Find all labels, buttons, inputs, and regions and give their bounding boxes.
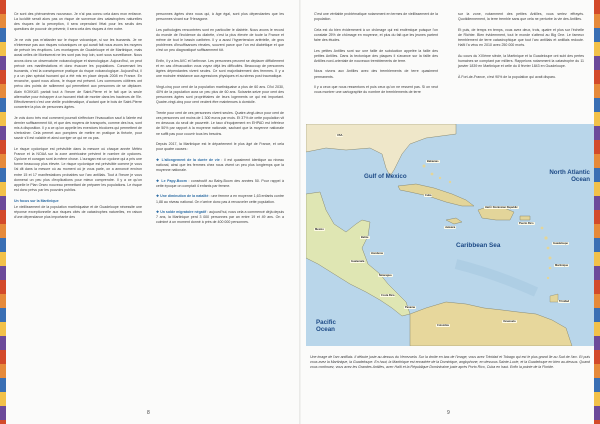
stripe-segment	[0, 196, 6, 210]
bullet-icon: ❖	[156, 178, 162, 183]
left-decorative-stripe	[0, 0, 6, 424]
country-label: Puerto Rico	[519, 222, 534, 225]
stripe-segment	[594, 14, 600, 28]
stripe-segment	[0, 126, 6, 140]
country-label: Jamaica	[445, 226, 456, 229]
country-label: Belize	[361, 236, 369, 239]
stripe-segment	[594, 112, 600, 126]
country-label: Honduras	[371, 252, 384, 255]
stripe-segment	[594, 126, 600, 140]
stripe-segment	[0, 0, 6, 14]
stripe-segment	[594, 168, 600, 182]
stripe-segment	[0, 42, 6, 56]
stripe-segment	[0, 420, 6, 424]
paragraph: Il y a ceux que nous ressentons et puis ceux qu'on ne ressent pas. Si on veut vous montrer une cartographie du nombre de tremblements de terre	[314, 85, 438, 95]
caribbean-map	[306, 124, 594, 346]
paragraph: À Fort-de-France, c'est 90% de la population qui avait disparu.	[458, 74, 557, 79]
stripe-segment	[594, 210, 600, 224]
stripe-segment	[0, 210, 6, 224]
paragraph: Le risque cyclonique est prévisible dans la mesure où chaque année Météo France et la NOAA sur la zone américaine prévient le nombre de cyclones. Cyclone et ouragan sont la même chose. L'ouragan est un cyclone qui a pris une forme beaucoup plus élevée. Le risque cyclonique est prévisible comme je vous l'ai dit dans la mesure où au moment où je vous parle, on a annoncé environ entre 15 et 17 manifestations probables sur l'arc antillais. Tout à l'heure je vous donnerai un peu plus d'explications pour mieux comprendre. Il y a ce qu'on appelle le Plan Orsec nouveau permettant de préparer les populations. Le risque est donc prévu par les pouvoirs publics.	[14, 146, 142, 193]
paragraph: Au cours du XIXème siècle, la Martinique et la Guadeloupe ont subi des pertes humaines se comptant par milliers. Rappelons notamment la catastrophe du 11 janvier 1839 en Martinique et celle du 8 février 1843 en Guadeloupe.	[458, 53, 584, 69]
paragraph: Depuis 2017, la Martinique est le département le plus âgé de France, et cela pour quatre causes :	[156, 142, 284, 152]
stripe-segment	[0, 322, 6, 336]
stripe-segment	[594, 406, 600, 420]
right-page-column-2	[458, 12, 584, 85]
stripe-segment	[594, 154, 600, 168]
stripe-segment	[0, 168, 6, 182]
country-label: Venezuela	[503, 320, 516, 323]
map-caption: Une image de l'arc antillais. Il débute juste au-dessus du Venezuela. Sur la droite en bas de l'image, vous avez Trinidad et Tobago qui est le plus grand île au Sud de l'arc. Et puis vous avez la Martinique, la Guadeloupe. En haut, la Martinique est encadrée de la Dominique, anglophone, en dessous Sainte-Lucie, et la Guadeloupe en bien au-dessus. Quand vous continuez, vous avez les Grandes Antilles, avec Haïti et la République Dominicaine juste après Porto Rico, Cuba en haut. Enfin la pointe de la Floride.	[310, 355, 590, 370]
paragraph: Les petites Antilles sont sur une faille de subduction appelée la faille des petites Antilles. Dans la tectonique des plaques il s'avance sur la faille des Antilles nord-orientale de nouveaux tremblements de terre.	[314, 48, 438, 63]
stripe-segment	[0, 238, 6, 252]
paragraph: Ce sont des phénomènes nouveaux. Je n'ai pas connu cela dans mon enfance. La lucidité serait alors pas un risque de survenue des catastrophes naturelles des risques de la perception, il sera cependant l'état pour les seuils des questions de pouvoir de prévenir, il sera cela des risques à rien notre.	[14, 12, 142, 32]
paragraph: C'est une véritable problématique notamment en termes de vieillissement de la population.	[314, 12, 438, 22]
bullet-item: ❖ Le Papy-Boom : consécutif au Baby-Boom des années 50. Pour rappel à cette époque on comptait 4 enfants par femme.	[156, 178, 284, 188]
stripe-segment	[0, 14, 6, 28]
caribbean-sea-label: Caribbean Sea	[456, 242, 501, 249]
country-label: Guadeloupe	[553, 242, 568, 245]
paragraph: Et puis, de temps en temps, vous avez deux, trois, quatre et plus sur l'échelle de Richter. Bien évidemment, tout le monde s'attend au Big One. Le fameux tremblement de terre catastrophique que tout l'arc antillais et antillais redoute. Haïti l'a vécu en 2010 avec 250 000 morts.	[458, 27, 584, 48]
pacific-label: Pacific Ocean	[316, 319, 336, 333]
country-label: Guatemala	[351, 260, 365, 263]
stripe-segment	[0, 56, 6, 70]
left-page-column-1	[14, 12, 142, 226]
stripe-segment	[0, 224, 6, 238]
map-graphic	[306, 124, 594, 346]
stripe-segment	[0, 406, 6, 420]
country-label: Panama	[405, 306, 415, 309]
paragraph: personnes âgées chez nous qui, à âge égal, sont plus dépendantes que les personnes vivant sur l'Hexagone.	[156, 12, 284, 22]
stripe-segment	[594, 280, 600, 294]
right-decorative-stripe	[594, 0, 600, 424]
paragraph: Enfin, il y a les AVC et l'arthrose. Les personnes peuvent se déplacer difficilement et en cas d'évacuation vous voyez déjà les difficultés. Beaucoup de personnes âgées dépendantes vivent seules. Ce sont majoritairement des femmes. Il y a une moindre résistance aux agressions physiques et au stress post traumatique.	[156, 58, 284, 79]
stripe-segment	[0, 350, 6, 364]
north-atlantic-label: North Atlantic Ocean	[549, 169, 590, 183]
country-label: Mexico	[315, 228, 324, 231]
stripe-segment	[0, 70, 6, 84]
stripe-segment	[594, 378, 600, 392]
stripe-segment	[594, 84, 600, 98]
stripe-segment	[594, 224, 600, 238]
country-label: Nicaragua	[379, 274, 392, 277]
stripe-segment	[594, 350, 600, 364]
stripe-segment	[594, 98, 600, 112]
paragraph: Le vieillissement de la population martiniquaise et de Guadeloupe nécessite une réponse exceptionnelle aux risques cités de catastrophes naturelles, en raison d'une dépendance plus importante des	[14, 204, 142, 220]
stripe-segment	[0, 28, 6, 42]
paragraph: Vingt-cinq pour cent de la population martiniquaise a plus de 60 ans. D'ici 2030, 40% de la population aura un peu plus de 60 ans. Soixante-seize pour cent des personnes âgées sont propriétaires de leurs logements ce qui est important. Quatre-vingt-cinq pour cent veulent être maintenues à domicile.	[156, 84, 284, 105]
bullet-item: ❖ L'allongement de la durée de vie : il est quasiment identique au niveau national, ainsi que les femmes chez nous vivent un peu plus longtemps que la moyenne nationale.	[156, 157, 284, 173]
country-label: Costa Rica	[381, 294, 395, 297]
right-page-column-1	[314, 12, 438, 101]
paragraph: Cela est du bien évidemment à un chômage qui est endémique puisque l'on constate 25% de chômage en moyenne, et plus du fait que les jeunes partent faire des études.	[314, 27, 438, 43]
country-label: USA	[337, 134, 343, 137]
stripe-segment	[0, 378, 6, 392]
stripe-segment	[594, 420, 600, 424]
gulf-of-mexico-label: Gulf of Mexico	[364, 173, 407, 180]
bullet-icon: ❖	[156, 210, 161, 215]
paragraph: sur la zone, notamment des petites Antilles, vous seriez effrayés. Quotidiennement, la terre tremble sans que cela ne perturbe la vie des Antilles.	[458, 12, 584, 22]
stripe-segment	[0, 280, 6, 294]
country-label: Cuba	[425, 194, 432, 197]
paragraph: Les pathologies rencontrées sont en particulier le diabète. Nous avons le record du monde de l'incidence du diabète, c'est la plus élevée de toute la France et même de tout le bassin caribéen. Il y a aussi l'hypertension artérielle, de gros problèmes d'insuffisances rénales, souvent parce que l'on est diabétique et que c'est un peu diagnostiqué suffisamment tôt.	[156, 27, 284, 53]
stripe-segment	[594, 308, 600, 322]
stripe-segment	[0, 266, 6, 280]
stripe-segment	[594, 28, 600, 42]
bullet-icon: ❖	[156, 157, 162, 162]
bullet-item: ❖ Un solde migratoire négatif : aujourd'hui, nous cela a commencé déjà depuis 7 ans, la Martinique perd 3 000 personnes par an entre 19 et 49 ans. On a culminé à un moment donné à près de 400 000 personnes.	[156, 210, 284, 225]
stripe-segment	[0, 364, 6, 378]
stripe-segment	[594, 42, 600, 56]
stripe-segment	[594, 364, 600, 378]
right-page	[300, 0, 600, 424]
stripe-segment	[0, 84, 6, 98]
paragraph: Je ne vois pas m'attarder sur le risque volcanique, si sur les tsunamis. Je ne n'interesse pas aux risques volcaniques ce qui aurait fait nous avons les moyens de prévoir les éruptions. Les montagnes de Guadeloupe et de Martinique, mais aussi celles de Montserrat ne les sont pas trop loin, sont sous surveillance. Nous avons donc un observatoire volcanologique et sismologique. Aujourd'hui, on peut prévoir ces manifestations et donc évacuer les populations. Concernant les tsunamis, c'est la conséquence pratique du risque volcanologique. Aujourd'hui, il y a un plan spécial tsunami qui a été mis en place depuis 2008 en France. En revanche, quant nous allons, le risque est présent. Les communes côtières ont prévu des points de ralliement qui permettent aux personnes de se déplacer. Alain KOKKAS partait tout à l'heure de Saint-Pierre et le fait que la seule alternative pour échapper à un tsunami était de monter dans les hauteurs de l'île. Effectivement c'est une vieille problématique, d'autant que le bois de Saint-Pierre concentre la plus de personnes âgées.	[14, 38, 142, 110]
country-label: Martinique	[555, 264, 569, 267]
stripe-segment	[0, 336, 6, 350]
bullet-icon: ❖	[156, 194, 161, 199]
stripe-segment	[0, 252, 6, 266]
stripe-segment	[0, 112, 6, 126]
country-label: Colombia	[437, 324, 449, 327]
stripe-segment	[594, 56, 600, 70]
stripe-segment	[594, 266, 600, 280]
stripe-segment	[594, 336, 600, 350]
stripe-segment	[0, 392, 6, 406]
paragraph: Je vois donc très mal comment pourrait s'effectuer l'évacuation sauf à l'alerte est dernier suffisamment tôt, et que des moyens de transports, comme des bus, sont mis à disposition. Il y a ce qu'on appelle les exercices tricolores qui permettent de s'entraîner. Cela permet aux pompiers de mettre en pratique la théorie, pour savoir s'il est valable et ainsi corriger ce qui ne va pas.	[14, 115, 142, 141]
paragraph: Trente pour cent de ces personnes vivent seules. Quatre-vingt-deux pour cent de ces personnes ont moins de 1 300 euros par mois. Et 37% de cette population vit en dessous du seuil de pauvreté. Le taux d'équipement en EHPAD est inférieur de 50% par rapport à la moyenne nationale, sachant que la moyenne nationale ne suffit pas pour couvrir tous les besoins.	[156, 110, 284, 136]
stripe-segment	[0, 154, 6, 168]
stripe-segment	[0, 308, 6, 322]
stripe-segment	[594, 196, 600, 210]
stripe-segment	[0, 140, 6, 154]
stripe-segment	[594, 252, 600, 266]
country-label: Bahamas	[427, 160, 439, 163]
stripe-segment	[594, 70, 600, 84]
stripe-segment	[594, 182, 600, 196]
stripe-segment	[0, 182, 6, 196]
focus-heading: Un focus sur la Martinique	[14, 198, 59, 203]
stripe-segment	[594, 294, 600, 308]
stripe-segment	[594, 0, 600, 14]
stripe-segment	[0, 294, 6, 308]
stripe-segment	[0, 98, 6, 112]
stripe-segment	[594, 322, 600, 336]
left-page-column-2	[156, 12, 284, 231]
page-number: 9	[447, 410, 450, 416]
paragraph: Nous vivons aux Antilles avec des tremblements de terre quasiment permanents.	[314, 69, 438, 79]
stripe-segment	[594, 238, 600, 252]
stripe-segment	[594, 140, 600, 154]
country-label: Trinidad	[559, 300, 570, 303]
bullet-item: ❖ Une diminution de la natalité : une femme a en moyenne 1,63 enfants contre 1,88 au niveau national. On n'arrive donc pas à renouveler cette population.	[156, 194, 285, 204]
stripe-segment	[594, 392, 600, 406]
country-label: Haiti / Dominican Republic	[485, 206, 518, 209]
page-number: 8	[147, 410, 150, 416]
